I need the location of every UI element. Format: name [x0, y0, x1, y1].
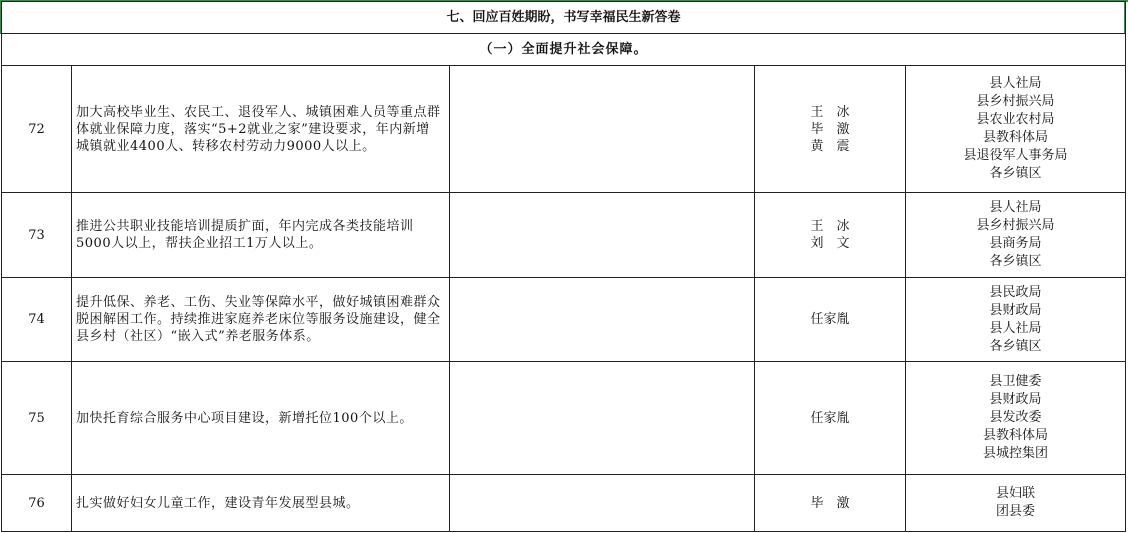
department-name: 县人社局: [989, 200, 1042, 215]
row-number[interactable]: 75: [2, 362, 72, 475]
row-number[interactable]: 72: [2, 66, 72, 193]
department-name: 县人社局: [989, 320, 1042, 336]
responsible-leaders[interactable]: [755, 278, 906, 362]
task-description[interactable]: 提升低保、养老、工伤、失业等保障水平，做好城镇困难群众脱困解困工作。持续推进家庭养老床位等服务设施建设，健全县乡村（社区）“嵌入式”养老服务体系。: [72, 278, 450, 362]
department-name: 各乡镇区: [989, 254, 1042, 269]
empty-cell[interactable]: [450, 362, 755, 475]
department-name: 各乡镇区: [989, 166, 1042, 181]
department-name: 团县委: [996, 504, 1036, 519]
table-row: [2, 362, 1126, 475]
responsible-leaders[interactable]: [755, 362, 906, 475]
task-description[interactable]: 扎实做好妇女儿童工作，建设青年发展型县城。: [72, 475, 450, 532]
responsible-leaders[interactable]: [755, 475, 906, 532]
leader-name: 毕 激: [810, 121, 850, 137]
department-name: 县乡村振兴局: [976, 94, 1055, 109]
row-number[interactable]: 76: [2, 475, 72, 532]
department-name: 县妇联: [996, 486, 1036, 501]
department-name: 县教科体局: [983, 130, 1049, 145]
task-description[interactable]: 加快托育综合服务中心项目建设，新增托位100个以上。: [72, 362, 450, 475]
leader-name: 任家胤: [810, 312, 850, 327]
responsible-departments[interactable]: [906, 362, 1126, 475]
empty-cell[interactable]: [450, 278, 755, 362]
table-row: [2, 475, 1126, 532]
department-name: 县发改委: [989, 410, 1042, 425]
responsible-leaders[interactable]: [755, 193, 906, 278]
section-title[interactable]: 七、回应百姓期盼，书写幸福民生新答卷: [2, 2, 1126, 34]
department-name: 县城控集团: [983, 446, 1049, 461]
department-name: 县商务局: [989, 236, 1042, 251]
row-number[interactable]: 74: [2, 278, 72, 362]
task-rows: [2, 66, 1126, 532]
row-number[interactable]: 73: [2, 193, 72, 278]
empty-cell[interactable]: [450, 66, 755, 193]
department-name: 县人社局: [989, 76, 1042, 91]
subsection-title[interactable]: （一）全面提升社会保障。: [2, 34, 1126, 66]
task-description[interactable]: 推进公共职业技能培训提质扩面，年内完成各类技能培训5000人以上，帮扶企业招工1万人以上。: [72, 193, 450, 278]
responsible-leaders[interactable]: [755, 66, 906, 193]
leader-name: 王 冰: [810, 219, 850, 234]
table-row: [2, 66, 1126, 193]
responsible-departments[interactable]: [906, 193, 1126, 278]
leader-name: 王 冰: [810, 104, 850, 120]
department-name: 各乡镇区: [989, 338, 1042, 354]
task-table: [1, 1, 1126, 532]
empty-cell[interactable]: [450, 475, 755, 532]
empty-cell[interactable]: [450, 193, 755, 278]
department-name: 县农业农村局: [976, 112, 1055, 127]
department-name: 县退役军人事务局: [963, 148, 1068, 163]
department-name: 县乡村振兴局: [976, 218, 1055, 233]
department-name: 县卫健委: [989, 374, 1042, 389]
responsible-departments[interactable]: [906, 278, 1126, 362]
leader-name: 任家胤: [810, 410, 850, 426]
leader-name: 刘 文: [810, 236, 850, 251]
department-name: 县财政局: [989, 392, 1042, 407]
table-row: [2, 278, 1126, 362]
leader-name: 毕 激: [810, 495, 850, 511]
table-row: [2, 193, 1126, 278]
department-name: 县民政局: [989, 284, 1042, 300]
responsible-departments[interactable]: [906, 475, 1126, 532]
leader-name: 黄 震: [810, 138, 850, 154]
task-description[interactable]: 加大高校毕业生、农民工、退役军人、城镇困难人员等重点群体就业保障力度，落实“5+2就业之家”建设要求，年内新增城镇就业4400人、转移农村劳动力9000人以上。: [72, 66, 450, 193]
responsible-departments[interactable]: [906, 66, 1126, 193]
department-name: 县教科体局: [983, 428, 1049, 443]
department-name: 县财政局: [989, 302, 1042, 318]
